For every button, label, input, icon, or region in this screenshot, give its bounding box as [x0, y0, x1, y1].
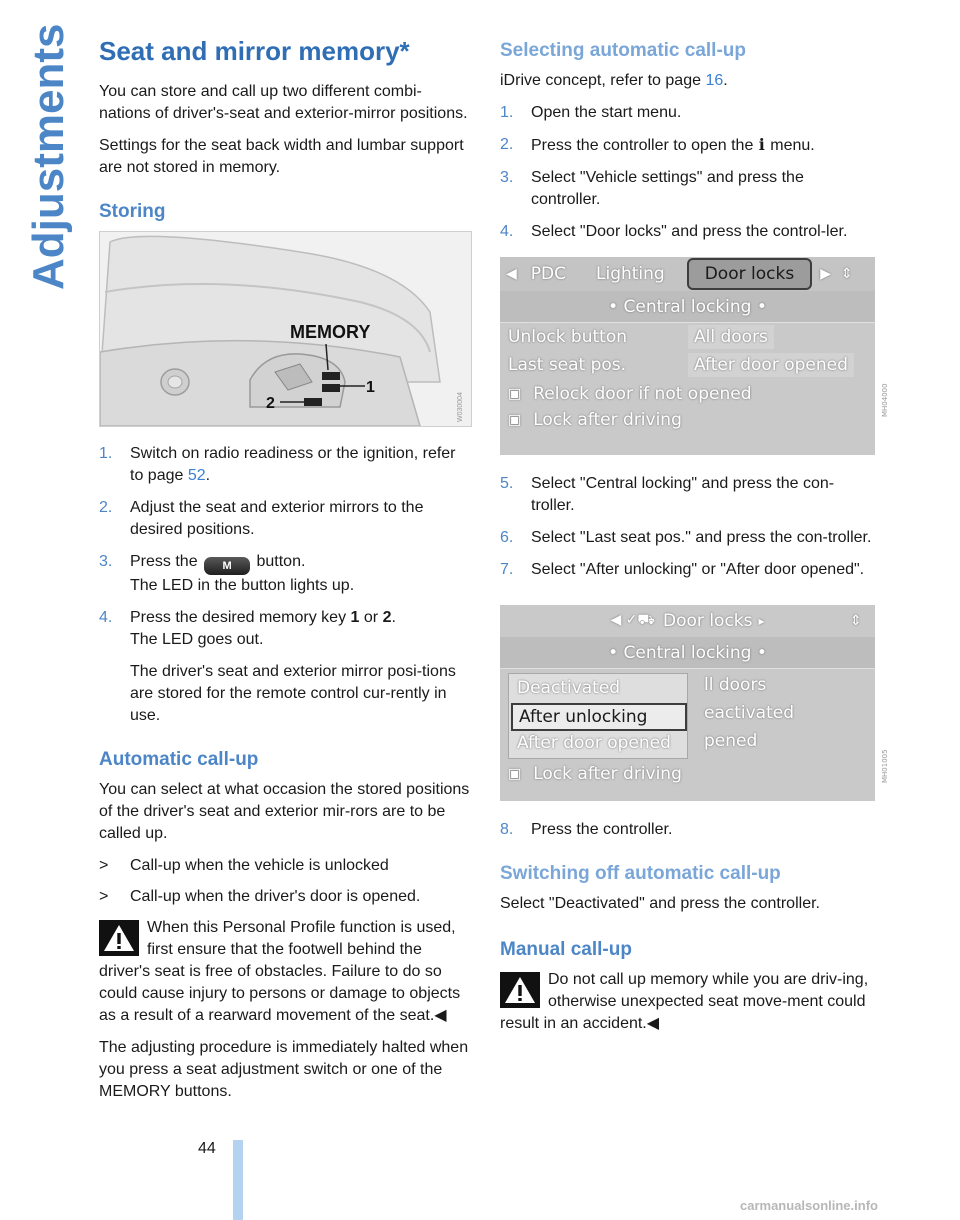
list-item — [500, 102, 875, 124]
info-menu-icon: i — [758, 135, 765, 154]
screen-check-row — [500, 761, 875, 787]
behind-value: ll doors — [704, 675, 767, 695]
idrive-paragraph: iDrive concept, refer to page 16. — [500, 72, 728, 89]
checkbox-icon[interactable]: ▣ — [508, 386, 522, 402]
memory-button-icon: M — [204, 557, 250, 575]
memory-key-2: 2 — [382, 609, 392, 626]
list-item — [99, 497, 472, 541]
list-item — [500, 819, 875, 841]
memory-key-1: 1 — [350, 609, 360, 626]
unlock-button-item[interactable]: Unlock button — [508, 327, 628, 347]
step-text-end: . — [205, 467, 211, 484]
manual-warning-note — [500, 969, 875, 1035]
tab-lighting[interactable]: Lighting — [596, 264, 665, 284]
step-text-mid: or — [359, 609, 383, 626]
unlock-button-value: All doors — [688, 325, 774, 349]
step-text: Select "Door locks" and press the control-ler. — [531, 223, 848, 240]
screen-header-1 — [500, 605, 875, 637]
callup-options — [99, 855, 472, 908]
behind-value: pened — [704, 731, 758, 751]
step-number: 3. — [99, 553, 113, 570]
storing-steps — [99, 443, 472, 727]
page-bar-decoration — [233, 1140, 243, 1220]
step-text: Press the controller. — [531, 821, 673, 838]
option-deactivated[interactable]: Deactivated — [517, 678, 621, 698]
warning-note — [99, 917, 472, 1027]
automatic-callup-intro: You can select at what occasion the stored positions of the driver's seat and exterior mir-rors are to be called up. — [99, 781, 470, 842]
bullet-mark: > — [99, 857, 109, 874]
switching-off-text: Select "Deactivated" and press the controller. — [500, 895, 820, 912]
checkbox-icon[interactable]: ▣ — [508, 766, 522, 782]
screen-header — [500, 291, 875, 323]
step-text: Select "After unlocking" or "After door opened". — [531, 561, 865, 578]
automatic-callup-heading: Automatic call-up — [99, 749, 259, 770]
page-number: 44 — [198, 1140, 216, 1157]
page-ref-link[interactable]: 52 — [187, 467, 206, 484]
end-mark: ◀ — [646, 1015, 660, 1032]
step-text: Press the controller to open the — [531, 137, 758, 154]
list-item — [99, 551, 472, 597]
select-steps-a — [500, 102, 875, 243]
section-label: Adjustments — [24, 23, 73, 290]
left-column — [99, 36, 472, 1113]
selecting-heading: Selecting automatic call-up — [500, 40, 746, 61]
screen-header-2 — [500, 637, 875, 669]
step-text: Press the — [130, 553, 203, 570]
select-steps-b — [500, 473, 875, 581]
option-after-door-opened[interactable]: After door opened — [517, 733, 671, 753]
lock-after-driving-option[interactable]: Lock after driving — [533, 764, 682, 784]
options-icon[interactable]: ⇕ — [850, 613, 862, 629]
step-number: 3. — [500, 169, 514, 186]
warning-text: Do not call up memory while you are driv-ing, otherwise unexpected seat move-ment could result in an accident. — [500, 971, 869, 1032]
screen-code: MH01005 — [881, 749, 889, 783]
memory-key-2-label: 2 — [266, 395, 275, 412]
last-seat-pos-value: After door opened — [688, 353, 854, 377]
tab-pdc[interactable]: PDC — [530, 264, 566, 284]
options-popup — [508, 673, 688, 759]
memory-label: MEMORY — [290, 322, 371, 342]
list-item — [99, 855, 472, 877]
step-text: Select "Last seat pos." and press the con-troller. — [531, 529, 872, 546]
car-settings-icon: ◀ ✓⛟ — [610, 612, 656, 628]
tab-right-arrow-icon[interactable]: ▶ — [820, 266, 831, 282]
door-locks-screen — [500, 257, 889, 455]
seat-memory-illustration — [100, 232, 471, 426]
list-item — [99, 607, 472, 727]
step-text: Select "Central locking" and press the con-troller. — [531, 475, 835, 514]
section-tab — [24, 23, 73, 290]
storing-heading: Storing — [99, 201, 166, 222]
step-number: 6. — [500, 529, 514, 546]
step-number: 4. — [99, 609, 113, 626]
step-number: 5. — [500, 475, 514, 492]
memory-key-1-label: 1 — [366, 379, 375, 396]
behind-values — [690, 671, 875, 763]
screen-row — [500, 351, 875, 379]
page-title: Seat and mirror memory* — [99, 36, 410, 66]
step-subtext: The LED goes out. — [130, 631, 264, 648]
step-text: Switch on radio readiness or the ignition, refer to page — [130, 445, 456, 484]
step-text: Adjust the seat and exterior mirrors to the desired positions. — [130, 499, 424, 538]
step-number: 1. — [99, 445, 113, 462]
switching-off-heading: Switching off automatic call-up — [500, 863, 781, 884]
door-locks-header[interactable]: Door locks — [663, 611, 753, 631]
screen-code: MH04000 — [881, 383, 889, 417]
end-mark: ◀ — [434, 1007, 447, 1024]
photo-code: W030004 — [457, 392, 464, 422]
relock-door-option[interactable]: Relock door if not opened — [533, 384, 752, 404]
intro-paragraph-1: You can store and call up two different combi-nations of driver's-seat and exterior-mirror positions. — [99, 83, 468, 122]
right-column — [500, 40, 889, 1045]
bullet-text: Call-up when the vehicle is unlocked — [130, 857, 389, 874]
page-ref-link[interactable]: 16 — [705, 72, 724, 89]
option-after-unlocking[interactable]: After unlocking — [511, 703, 687, 731]
screen-tab-bar — [500, 257, 875, 291]
seat-memory-photo — [99, 231, 472, 427]
tab-door-locks[interactable]: Door locks — [687, 258, 812, 290]
tab-options-icon[interactable]: ⇕ — [840, 266, 853, 282]
central-locking-header[interactable]: • Central locking • — [608, 296, 767, 317]
screen-check-row — [500, 407, 875, 433]
intro-paragraph-2: Settings for the seat back width and lumbar support are not stored in memory. — [99, 137, 464, 176]
step-text: Select "Vehicle settings" and press the controller. — [531, 169, 804, 208]
step-subtext-2: The driver's seat and exterior mirror posi-tions are stored for the remote control cur-rently in use. — [130, 663, 456, 724]
watermark: carmanualsonline.info — [740, 1198, 878, 1213]
select-steps-c — [500, 819, 875, 841]
checkbox-icon[interactable]: ▣ — [508, 412, 522, 428]
step-number: 1. — [500, 104, 514, 121]
list-item — [500, 134, 875, 157]
tab-left-arrow-icon[interactable]: ◀ — [506, 266, 517, 282]
list-item — [500, 559, 875, 581]
step-number: 7. — [500, 561, 514, 578]
central-locking-header[interactable]: • Central locking • — [608, 642, 767, 663]
header-right-arrow-icon: ▸ — [758, 614, 765, 628]
step-text-end: menu. — [765, 137, 815, 154]
warning-triangle-icon — [500, 972, 540, 1008]
list-item — [500, 473, 875, 517]
screen-row — [500, 323, 875, 351]
step-text: Press the desired memory key — [130, 609, 351, 626]
list-item — [500, 167, 875, 211]
step-subtext: The LED in the button lights up. — [130, 577, 355, 594]
last-seat-pos-item[interactable]: Last seat pos. — [508, 355, 627, 375]
step-text: Open the start menu. — [531, 104, 682, 121]
step-number: 2. — [99, 499, 113, 516]
step-text-end: . — [391, 609, 396, 626]
list-item — [500, 221, 875, 243]
step-number: 4. — [500, 223, 514, 240]
list-item — [99, 443, 472, 487]
warning-text: When this Personal Profile function is used, first ensure that the footwell behind the driver's seat is free of obstacles. Failure to do so could cause injury to persons or damage to objects as a result of a rearward movement of the seat. — [99, 919, 461, 1024]
screen-check-row — [500, 381, 875, 407]
idrive-text: iDrive concept, refer to page — [500, 72, 706, 89]
bullet-mark: > — [99, 888, 109, 905]
list-item — [500, 527, 875, 549]
step-text-end: button. — [252, 553, 306, 570]
manual-callup-heading: Manual call-up — [500, 939, 632, 960]
step-number: 2. — [500, 136, 514, 153]
list-item — [99, 886, 472, 908]
bullet-text: Call-up when the driver's door is opened. — [130, 888, 421, 905]
step-number: 8. — [500, 821, 514, 838]
lock-after-driving-option[interactable]: Lock after driving — [533, 410, 682, 430]
halt-paragraph: The adjusting procedure is immediately halted when you press a seat adjustment switch or one of the MEMORY buttons. — [99, 1039, 469, 1100]
behind-value: eactivated — [704, 703, 795, 723]
warning-triangle-icon — [99, 920, 139, 956]
central-locking-screen — [500, 605, 889, 801]
